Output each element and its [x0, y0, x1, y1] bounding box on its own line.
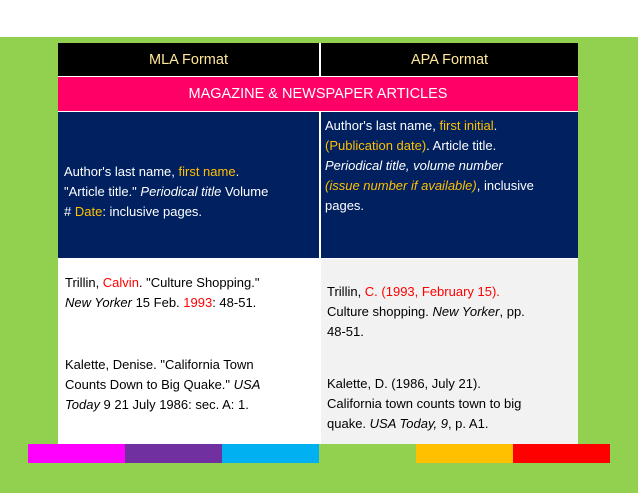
header-mla: MLA Format: [58, 43, 319, 76]
apa-format-template: Author's last name, first initial. (Publication date). Article title. Periodical title, volume number (issue number if available), inclusive pages.: [321, 112, 578, 258]
apa-example-kalette: Kalette, D. (1986, July 21). California town counts town to big quake. USA Today, 9, p. A1.: [327, 376, 522, 431]
color-bar-segment-2: [222, 444, 319, 463]
color-bar-segment-5: [513, 444, 610, 463]
mla-format-template: Author's last name, first name. "Article title." Periodical title Volume # Date: inclusive pages.: [58, 112, 319, 258]
mla-examples: [58, 259, 319, 450]
apa-examples: [321, 259, 578, 450]
mla-example-kalette: Kalette, Denise. "California Town Counts Down to Big Quake." USA Today 9 21 July 1986: sec. A: 1.: [65, 357, 261, 412]
decorative-color-bar: [28, 444, 610, 463]
color-bar-segment-1: [125, 444, 222, 463]
examples-row: [58, 259, 578, 450]
color-bar-segment-4: [416, 444, 513, 463]
citation-format-table: [58, 43, 578, 450]
apa-example-trillin: Trillin, C. (1993, February 15). Culture shopping. New Yorker, pp. 48-51.: [327, 284, 525, 339]
section-title: MAGAZINE & NEWSPAPER ARTICLES: [58, 77, 578, 111]
slide-top-band: [0, 0, 638, 37]
table-header-row: [58, 43, 578, 76]
mla-example-trillin: Trillin, Calvin. "Culture Shopping." New Yorker 15 Feb. 1993: 48-51.: [65, 275, 260, 310]
color-bar-segment-3: [319, 444, 416, 463]
format-row: [58, 112, 578, 258]
color-bar-segment-0: [28, 444, 125, 463]
header-apa: APA Format: [321, 43, 578, 76]
